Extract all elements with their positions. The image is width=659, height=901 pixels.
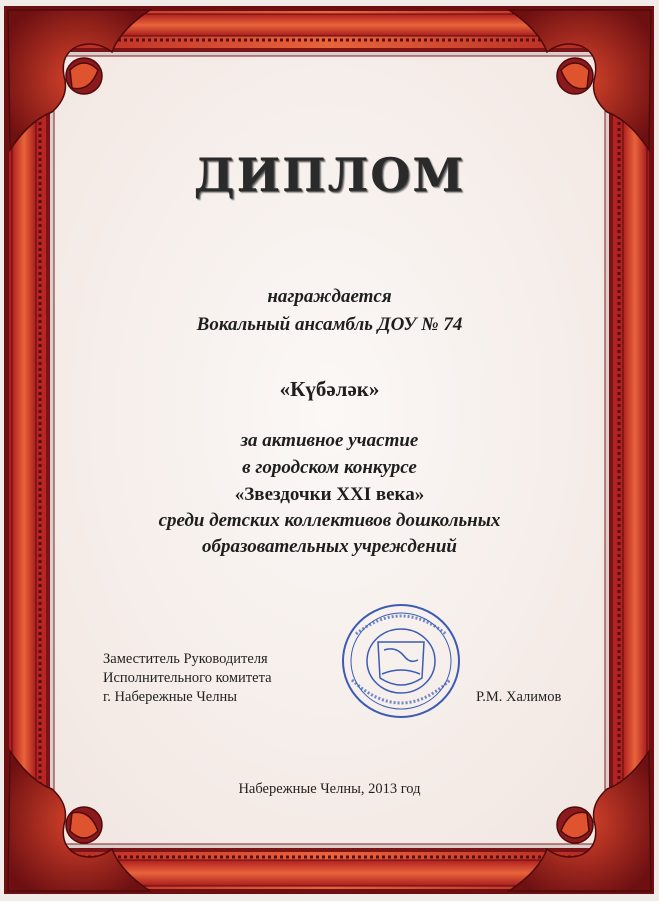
contest-name: «Звездочки XXI века» <box>234 484 425 505</box>
position-line-1: Заместитель Руководителя <box>103 651 268 667</box>
official-stamp <box>338 600 464 722</box>
diploma-title: ДИПЛОМ <box>193 148 466 202</box>
reason-line-1: за активное участие <box>240 430 419 451</box>
position-line-3: г. Набережные Челны <box>103 689 237 705</box>
reason-line-2: в городском конкурсе <box>242 457 417 478</box>
awarded-label: награждается <box>267 286 392 307</box>
reason-line-5: образовательных учреждений <box>202 536 457 557</box>
recipient-name: Вокальный ансамбль ДОУ № 74 <box>196 314 463 335</box>
ensemble-name: «Күбәләк» <box>279 377 380 401</box>
reason-line-4: среди детских коллективов дошкольных <box>158 510 501 531</box>
signer-position <box>103 650 272 707</box>
signer-name: Р.М. Халимов <box>476 689 562 705</box>
place-and-year: Набережные Челны, 2013 год <box>238 781 421 797</box>
position-line-2: Исполнительного комитета <box>103 670 272 686</box>
